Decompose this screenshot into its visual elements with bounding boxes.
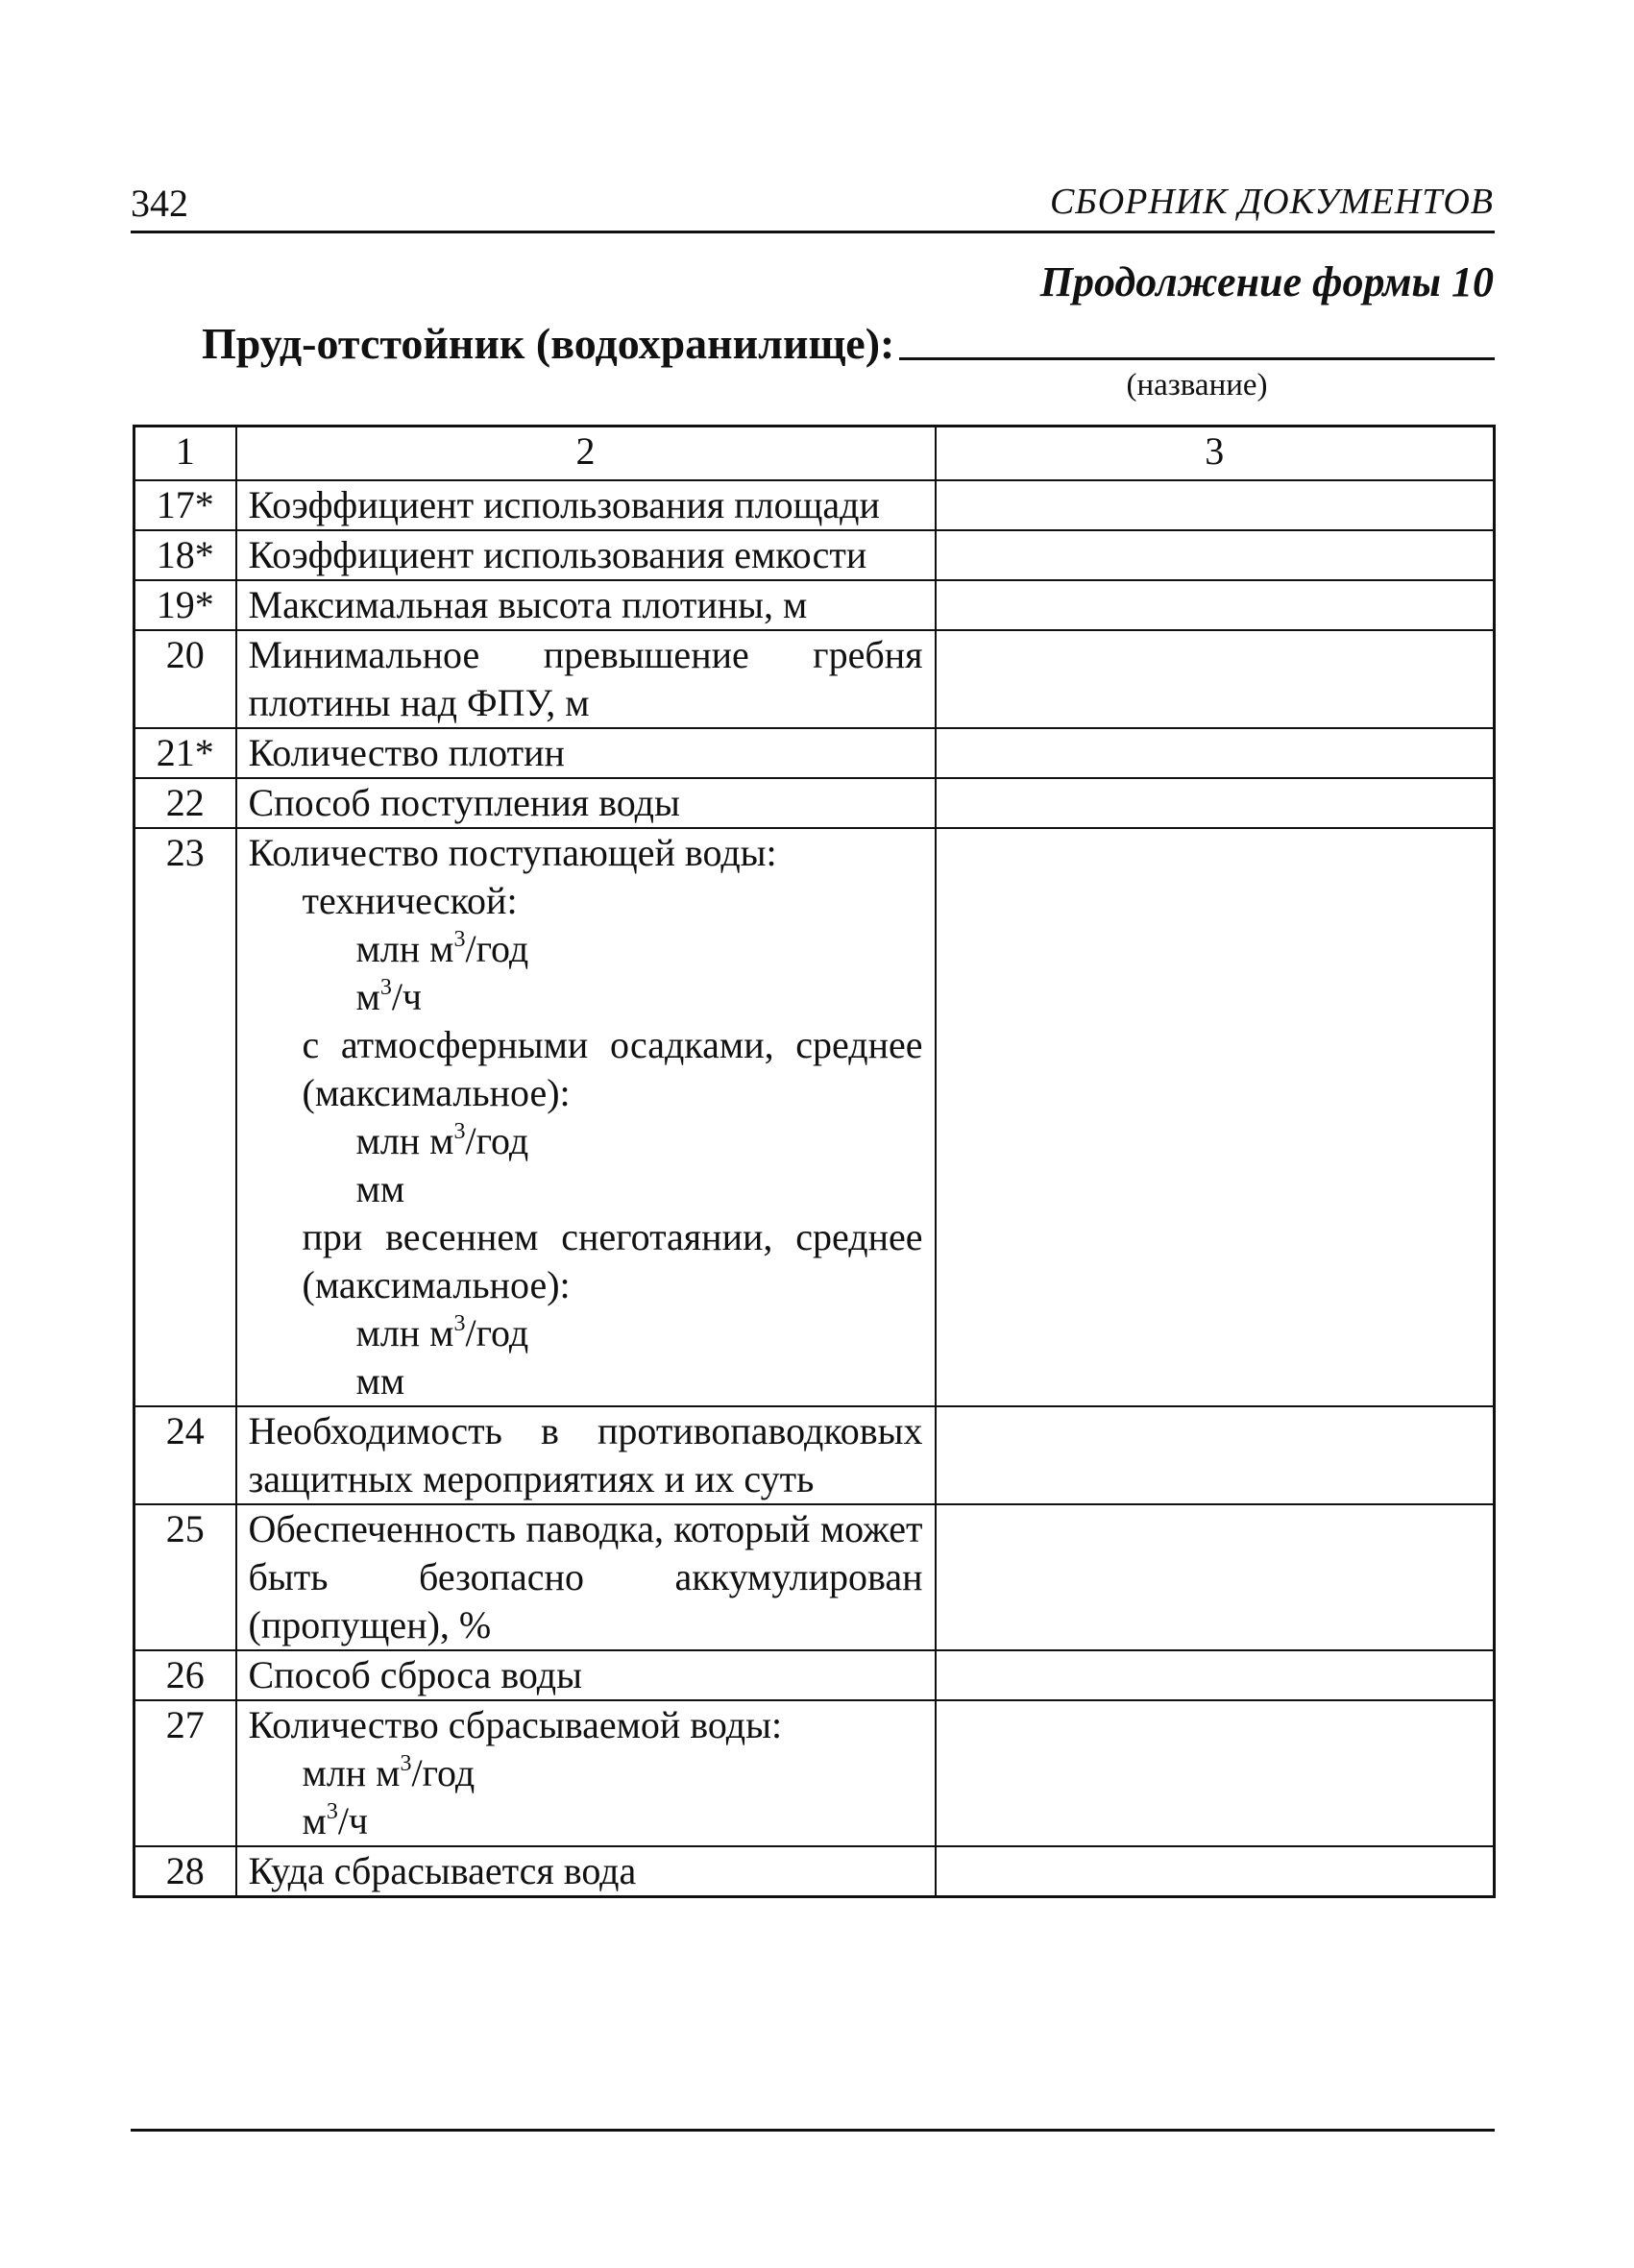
- unit-line: [249, 1749, 923, 1797]
- value-cell[interactable]: [936, 580, 1495, 630]
- subitem-label: технической:: [302, 879, 518, 922]
- row-description: Коэффициент использования площади: [236, 480, 936, 530]
- unit-exponent: 3: [453, 1119, 466, 1144]
- unit-text: /год: [465, 927, 529, 970]
- name-fill-line[interactable]: [899, 357, 1495, 360]
- unit-exponent: 3: [379, 975, 392, 1000]
- subitem-label: при весеннем снеготаянии, среднее (максимальное):: [302, 1215, 923, 1306]
- value-cell[interactable]: [936, 1700, 1495, 1846]
- unit-text: м: [355, 975, 380, 1018]
- row-description: [236, 828, 936, 1406]
- row-description: Максимальная высота плотины, м: [236, 580, 936, 630]
- row-description: Необходимость в противопаводковых защитных мероприятиях и их суть: [236, 1406, 936, 1504]
- value-cell[interactable]: [936, 1504, 1495, 1650]
- unit-text: /ч: [337, 1799, 369, 1842]
- value-cell[interactable]: [936, 728, 1495, 778]
- unit-text: млн м: [355, 927, 454, 970]
- form-table: [133, 425, 1496, 1898]
- table-row: [134, 480, 1495, 530]
- column-header: 1: [134, 427, 236, 481]
- row-title: Количество поступающей воды:: [248, 831, 777, 874]
- row-number: 23: [134, 828, 236, 1406]
- table-row: [134, 1846, 1495, 1897]
- value-cell[interactable]: [936, 530, 1495, 580]
- unit-text: /ч: [391, 975, 423, 1018]
- unit-text: млн м: [355, 1311, 454, 1354]
- unit-exponent: 3: [326, 1799, 338, 1824]
- header-rule: [131, 231, 1495, 233]
- row-description: Способ поступления воды: [236, 778, 936, 828]
- page-number: 342: [131, 182, 188, 225]
- form-title: Пруд-отстойник (водохранилище):: [202, 319, 895, 368]
- unit-text: млн м: [355, 1119, 454, 1162]
- row-description: Куда сбрасывается вода: [236, 1846, 936, 1897]
- value-cell[interactable]: [936, 1650, 1495, 1700]
- value-cell[interactable]: [936, 630, 1495, 728]
- row-number: 26: [134, 1650, 236, 1700]
- value-cell[interactable]: [936, 1406, 1495, 1504]
- row-description: Минимальное превышение гребня плотины над ФПУ, м: [236, 630, 936, 728]
- table-row: [134, 1504, 1495, 1650]
- footer-rule: [131, 2129, 1495, 2132]
- value-cell[interactable]: [936, 1846, 1495, 1897]
- unit-text: /год: [411, 1751, 476, 1794]
- unit-text: /год: [465, 1311, 529, 1354]
- table-row: [134, 828, 1495, 1406]
- table-row: [134, 580, 1495, 630]
- row-number: 28: [134, 1846, 236, 1897]
- unit-line: [249, 973, 923, 1021]
- table-row: [134, 778, 1495, 828]
- subitem-label: с атмосферными осадками, среднее (максимальное):: [302, 1023, 923, 1114]
- column-header-row: [134, 427, 1495, 481]
- row-number: 22: [134, 778, 236, 828]
- continuation-label: Продолжение формы 10: [1039, 258, 1494, 305]
- row-description: [236, 1700, 936, 1846]
- unit-exponent: 3: [453, 1311, 466, 1336]
- value-cell[interactable]: [936, 828, 1495, 1406]
- unit-line: [249, 925, 923, 973]
- table-row: [134, 728, 1495, 778]
- table-row: [134, 1406, 1495, 1504]
- unit-text: м: [302, 1799, 327, 1842]
- unit-line: мм: [355, 1359, 405, 1402]
- unit-exponent: 3: [400, 1751, 412, 1776]
- row-number: 18*: [134, 530, 236, 580]
- unit-text: /год: [465, 1119, 529, 1162]
- unit-exponent: 3: [453, 927, 466, 952]
- row-number: 25: [134, 1504, 236, 1650]
- value-cell[interactable]: [936, 778, 1495, 828]
- row-description: Количество плотин: [236, 728, 936, 778]
- row-number: 21*: [134, 728, 236, 778]
- unit-line: [249, 1117, 923, 1165]
- row-number: 20: [134, 630, 236, 728]
- row-number: 27: [134, 1700, 236, 1846]
- row-description: Коэффициент использования емкости: [236, 530, 936, 580]
- name-caption: (название): [1126, 368, 1268, 402]
- unit-line: [249, 1797, 923, 1845]
- row-number: 17*: [134, 480, 236, 530]
- unit-text: млн м: [302, 1751, 401, 1794]
- value-cell[interactable]: [936, 480, 1495, 530]
- row-title: Количество сбрасываемой воды:: [248, 1703, 783, 1746]
- column-header: 2: [236, 427, 936, 481]
- row-number: 24: [134, 1406, 236, 1504]
- table-row: [134, 630, 1495, 728]
- unit-line: [249, 1309, 923, 1357]
- row-description: Обеспеченность паводка, который может быть безопасно аккумулирован (пропущен), %: [236, 1504, 936, 1650]
- table-row: [134, 530, 1495, 580]
- unit-line: мм: [355, 1167, 405, 1210]
- column-header: 3: [936, 427, 1495, 481]
- table-row: [134, 1650, 1495, 1700]
- running-title: СБОРНИК ДОКУМЕНТОВ: [1049, 182, 1494, 222]
- row-number: 19*: [134, 580, 236, 630]
- row-description: Способ сброса воды: [236, 1650, 936, 1700]
- table-row: [134, 1700, 1495, 1846]
